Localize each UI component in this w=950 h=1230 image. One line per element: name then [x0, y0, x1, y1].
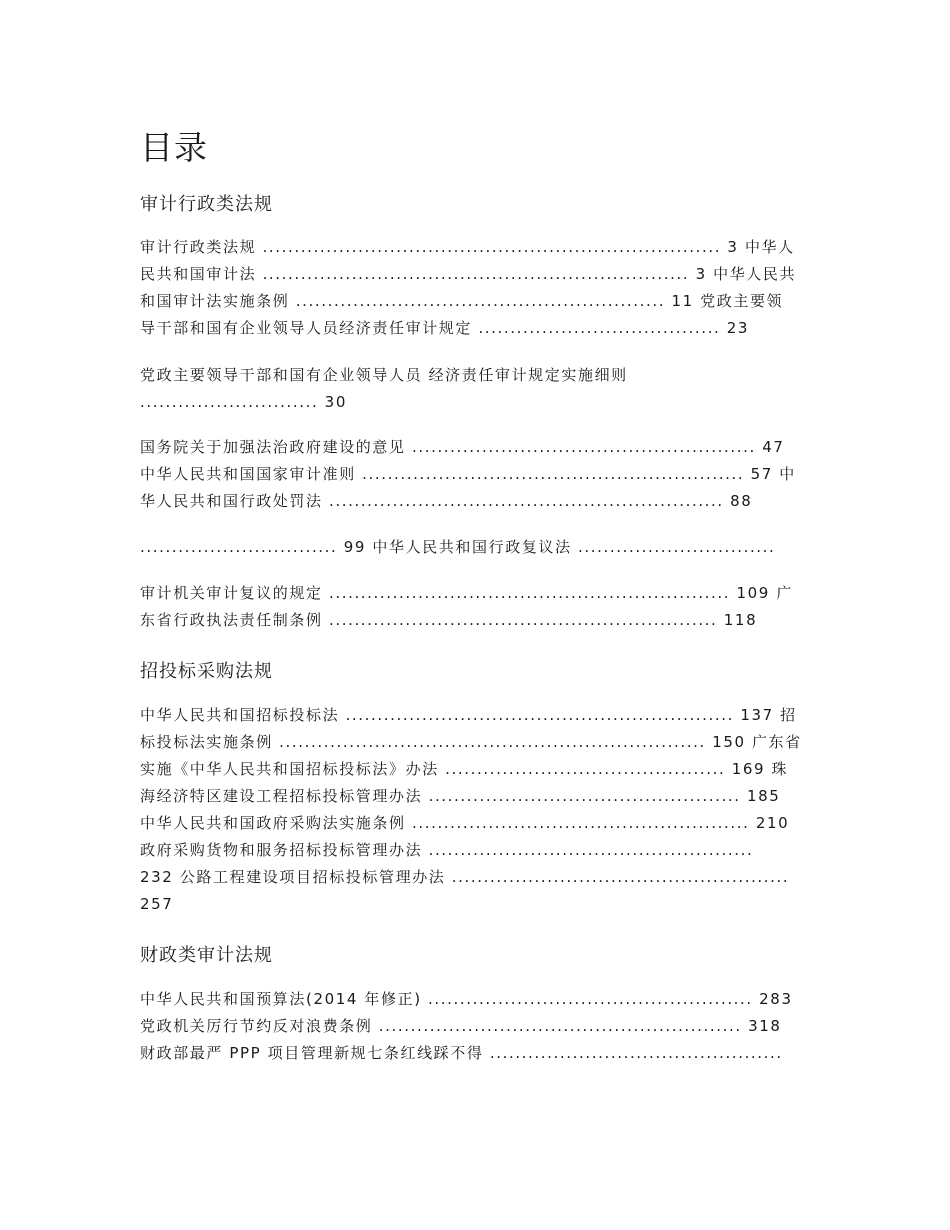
toc-line[interactable]: 中华人民共和国预算法(2014 年修正) ................................................... 283: [140, 990, 793, 1008]
section-heading-bidding-procurement: 招投标采购法规: [140, 661, 273, 682]
toc-line[interactable]: 和国审计法实施条例 .......................................................... 11 党政主要领: [140, 292, 784, 310]
toc-line[interactable]: 中华人民共和国招标投标法 ............................................................. 137 招: [140, 706, 797, 724]
section-heading-finance-audit: 财政类审计法规: [140, 945, 273, 966]
toc-line[interactable]: 财政部最严 PPP 项目管理新规七条红线踩不得 ..............................................: [140, 1044, 783, 1062]
toc-line[interactable]: 中华人民共和国国家审计准则 ............................................................ 57 中: [140, 465, 796, 483]
toc-line[interactable]: 实施《中华人民共和国招标投标法》办法 ............................................ 169 珠: [140, 760, 789, 778]
toc-line[interactable]: 导干部和国有企业领导人员经济责任审计规定 ...................................... 23: [140, 319, 750, 337]
toc-line[interactable]: 党政机关厉行节约反对浪费条例 ......................................................... 318: [140, 1017, 782, 1035]
toc-line[interactable]: ............................... 99 中华人民共和国行政复议法 ...............................: [140, 538, 776, 556]
toc-line[interactable]: 审计机关审计复议的规定 ............................................................... 109 广: [140, 584, 793, 602]
page-title: 目录: [140, 128, 208, 167]
section-heading-audit-admin: 审计行政类法规: [140, 194, 273, 215]
toc-line[interactable]: 232 公路工程建设项目招标投标管理办法 .....................................................: [140, 868, 790, 886]
toc-line[interactable]: 审计行政类法规 ........................................................................ 3 中华人: [140, 238, 795, 256]
toc-line[interactable]: 标投标法实施条例 ................................................................... 150 广东省: [140, 733, 802, 751]
toc-line[interactable]: 党政主要领导干部和国有企业领导人员 经济责任审计规定实施细则: [140, 366, 628, 384]
toc-line[interactable]: 政府采购货物和服务招标投标管理办法 ...................................................: [140, 841, 754, 859]
toc-line[interactable]: ............................ 30: [140, 393, 347, 411]
toc-line[interactable]: 257: [140, 895, 174, 913]
toc-line[interactable]: 华人民共和国行政处罚法 .............................................................. 88: [140, 492, 753, 510]
toc-line[interactable]: 中华人民共和国政府采购法实施条例 ..................................................... 210: [140, 814, 790, 832]
toc-line[interactable]: 国务院关于加强法治政府建设的意见 ...................................................... 47: [140, 438, 785, 456]
toc-line[interactable]: 民共和国审计法 ................................................................... 3 中华人民共: [140, 265, 797, 283]
toc-line[interactable]: 海经济特区建设工程招标投标管理办法 ................................................. 185: [140, 787, 781, 805]
toc-line[interactable]: 东省行政执法责任制条例 ............................................................. 118: [140, 611, 758, 629]
